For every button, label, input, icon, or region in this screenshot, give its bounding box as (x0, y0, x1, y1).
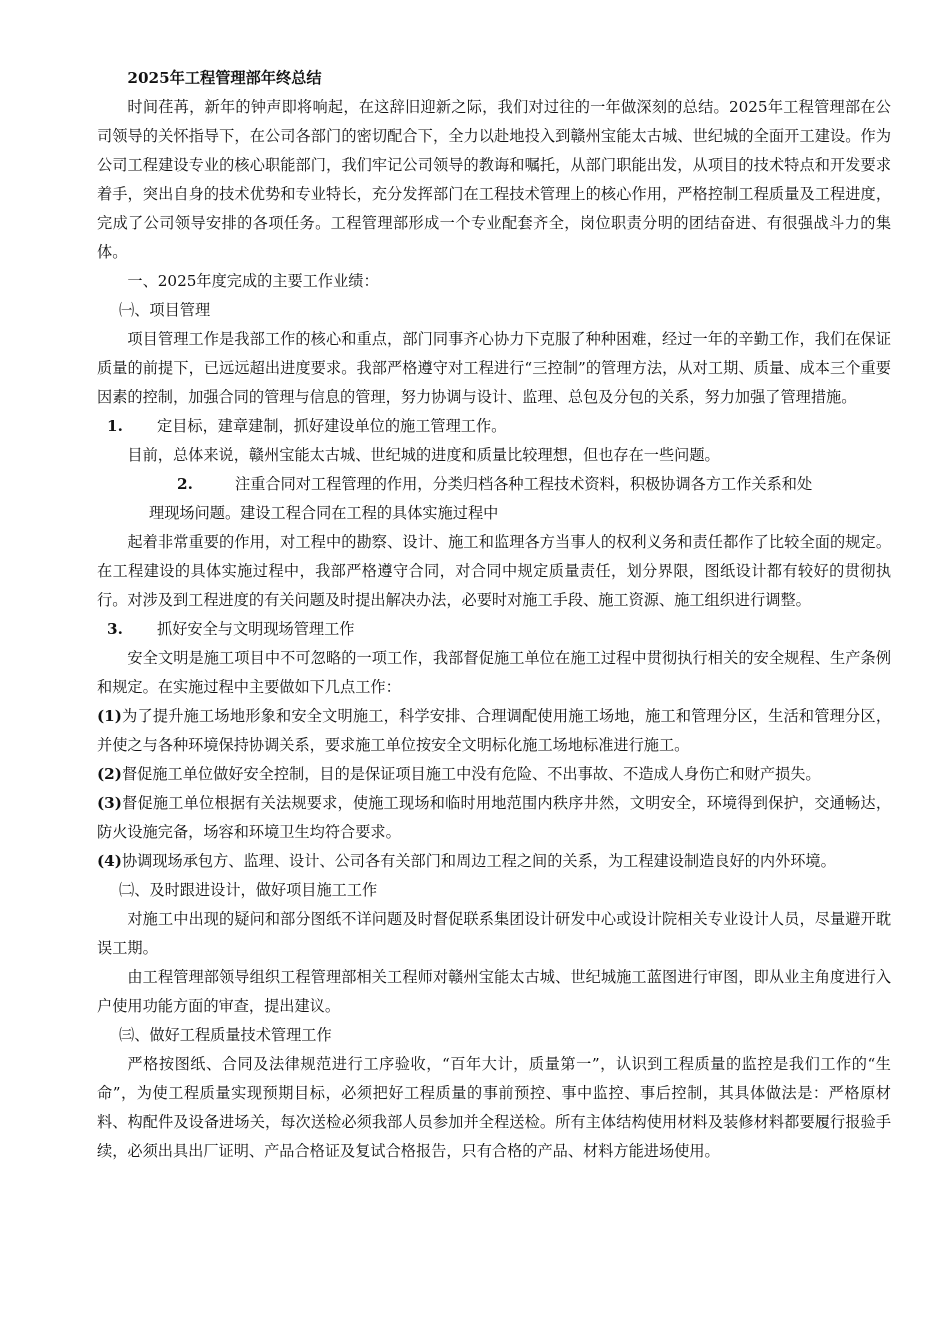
point-4 (97, 847, 891, 876)
point-text: 督促施工单位根据有关法规要求，使施工现场和临时用地范围内秩序井然，文明安全，环境得到保护，交通畅达，防火设施完备，场容和环境卫生均符合要求。 (97, 794, 891, 841)
subsection-2-paragraph-2: 由工程管理部领导组织工程管理部相关工程师对赣州宝能太古城、世纪城施工蓝图进行审图，即从业主角度进行入户使用功能方面的审查，提出建议。 (97, 968, 891, 1015)
point-number: (3) (97, 794, 122, 812)
subsection-1-paragraph: 项目管理工作是我部工作的核心和重点，部门同事齐心协力下克服了种种困难，经过一年的辛勤工作，我们在保证质量的前提下，已远远超出进度要求。我部严格遵守对工程进行“三控制”的管理方法，从对工期、质量、成本三个重要因素的控制，加强合同的管理与信息的管理，努力协调与设计、监理、总包及分包的关系，努力加强了管理措施。 (97, 330, 891, 406)
point-number: (2) (97, 765, 122, 783)
subsection-heading-3: ㈢、做好工程质量技术管理工作 (119, 1026, 332, 1044)
numbered-item-2-continued: 理现场问题。建设工程合同在工程的具体实施过程中 (149, 504, 499, 522)
subsection-heading-2: ㈡、及时跟进设计，做好项目施工工作 (119, 881, 378, 899)
item-2-paragraph: 起着非常重要的作用，对工程中的勘察、设计、施工和监理各方当事人的权利义务和责任都作了比较全面的规定。在工程建设的具体实施过程中，我部严格遵守合同，对合同中规定质量责任，划分界限，图纸设计都有较好的贯彻执行。对涉及到工程进度的有关问题及时提出解决办法，必要时对施工手段、施工资源、施工组织进行调整。 (97, 533, 891, 609)
item-text: 抓好安全与文明现场管理工作 (157, 620, 355, 638)
page-title: 2025年工程管理部年终总结 (127, 69, 322, 87)
subsection-heading-1: ㈠、项目管理 (119, 301, 211, 319)
document-body (97, 64, 891, 1166)
item-number: 2. (177, 475, 193, 493)
point-1 (97, 702, 891, 760)
point-number: (1) (97, 707, 122, 725)
item-1-paragraph: 目前，总体来说，赣州宝能太古城、世纪城的进度和质量比较理想，但也存在一些问题。 (127, 446, 720, 464)
numbered-item-1 (97, 412, 891, 441)
subsection-3-paragraph: 严格按图纸、合同及法律规范进行工序验收，“百年大计，质量第一”，认识到工程质量的监控是我们工作的“生命”，为使工程质量实现预期目标，必须把好工程质量的事前预控、事中监控、事后控制，其具体做法是：严格原材料、构配件及设备进场关，每次送检必须我部人员参加并全程送检。所有主体结构使用材料及装修材料都要履行报验手续，必须出具出厂证明、产品合格证及复试合格报告，只有合格的产品、材料方能进场使用。 (97, 1055, 891, 1160)
item-text: 定目标，建章建制，抓好建设单位的施工管理工作。 (157, 417, 507, 435)
item-text: 注重合同对工程管理的作用，分类归档各种工程技术资料，积极协调各方工作关系和处 (235, 475, 813, 493)
subsection-2-paragraph-1: 对施工中出现的疑问和部分图纸不详问题及时督促联系集团设计研发中心或设计院相关专业设计人员，尽量避开耽误工期。 (97, 910, 891, 957)
item-number: 3. (107, 620, 123, 638)
item-3-paragraph: 安全文明是施工项目中不可忽略的一项工作，我部督促施工单位在施工过程中贯彻执行相关的安全规程、生产条例和规定。在实施过程中主要做如下几点工作： (97, 649, 891, 696)
numbered-item-2 (97, 470, 891, 499)
point-text: 为了提升施工场地形象和安全文明施工，科学安排、合理调配使用施工场地，施工和管理分区，生活和管理分区，并使之与各种环境保持协调关系，要求施工单位按安全文明标化施工场地标准进行施工。 (97, 707, 891, 754)
point-text: 协调现场承包方、监理、设计、公司各有关部门和周边工程之间的关系，为工程建设制造良好的内外环境。 (121, 852, 836, 870)
point-3 (97, 789, 891, 847)
point-text: 督促施工单位做好安全控制，目的是保证项目施工中没有危险、不出事故、不造成人身伤亡和财产损失。 (121, 765, 821, 783)
item-number: 1. (107, 417, 123, 435)
point-number: (4) (97, 852, 122, 870)
point-2 (97, 760, 891, 789)
numbered-item-3 (97, 615, 891, 644)
intro-paragraph: 时间荏苒，新年的钟声即将响起，在这辞旧迎新之际，我们对过往的一年做深刻的总结。2025年工程管理部在公司领导的关怀指导下，在公司各部门的密切配合下，全力以赴地投入到赣州宝能太古城、世纪城的全面开工建设。作为公司工程建设专业的核心职能部门，我们牢记公司领导的教诲和嘱托，从部门职能出发，从项目的技术特点和开发要求着手，突出自身的技术优势和专业特长，充分发挥部门在工程技术管理上的核心作用，严格控制工程质量及工程进度，完成了公司领导安排的各项任务。工程管理部形成一个专业配套齐全，岗位职责分明的团结奋进、有很强战斗力的集体。 (97, 98, 891, 261)
section-heading-1: 一、2025年度完成的主要工作业绩： (127, 272, 379, 290)
